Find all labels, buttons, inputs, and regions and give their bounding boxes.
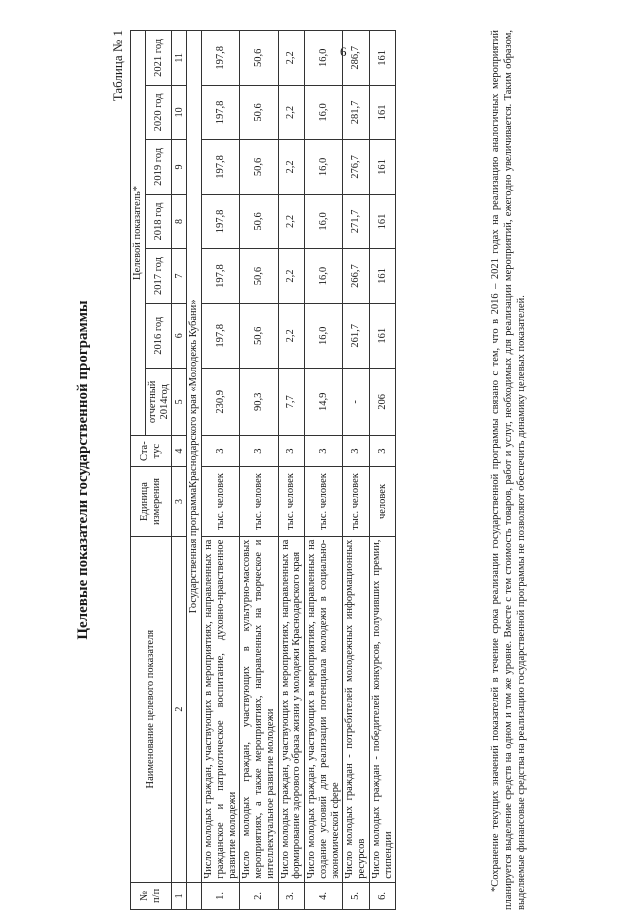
row-value: 197,8 — [202, 85, 240, 140]
row-value: 197,8 — [202, 249, 240, 304]
table-row — [305, 31, 343, 910]
header-target-group: Целевой показатель* — [131, 31, 146, 436]
row-status: 3 — [240, 435, 278, 466]
header-year: отчетный 2014год — [145, 368, 172, 435]
row-value: 2,2 — [278, 249, 305, 304]
column-index: 2 — [172, 536, 187, 882]
row-unit: тыс. человек — [240, 467, 278, 536]
column-index: 9 — [172, 140, 187, 195]
section-row — [187, 31, 202, 910]
row-unit: тыс. человек — [278, 467, 305, 536]
row-value: 2,2 — [278, 31, 305, 86]
column-index: 6 — [172, 303, 187, 368]
row-value: 281,7 — [343, 85, 370, 140]
row-value: 16,0 — [305, 140, 343, 195]
row-unit: человек — [369, 467, 396, 536]
row-status: 3 — [305, 435, 343, 466]
row-name: Число молодых граждан, участвующих в культурно-массовых мероприятиях, а также мероприятиях, направленных на творческое и интеллектуальное развитие молодежи — [240, 536, 278, 882]
row-value: 90,3 — [240, 368, 278, 435]
footnote: *Сохранение текущих значений показателей в течение срока реализации государственной программы связано с тем, что в 2016 – 2021 годах на реализацию аналогичных мероприятий планируется выделение средств на одном и том же уровне. Вместе с тем стоимость товаров, работ и услуг, необходимых для реализации мероприятий, ежегодно увеличивается. Таким образом, выделяемые финансовые средства на реализацию государственной программы не позволяют обеспечить динамику целевых показателей. — [490, 30, 527, 910]
header-name: Наименование целевого показателя — [131, 536, 172, 882]
row-value: 2,2 — [278, 194, 305, 249]
row-value: - — [343, 368, 370, 435]
row-value: 50,6 — [240, 194, 278, 249]
column-index: 3 — [172, 467, 187, 536]
header-num: № п/п — [131, 882, 172, 909]
row-name: Число молодых граждан - победителей конкурсов, получивших премии, стипендии — [369, 536, 396, 882]
table-row — [343, 31, 370, 910]
row-value: 16,0 — [305, 31, 343, 86]
header-year: 2017 год — [145, 249, 172, 304]
header-status: Ста-тус — [131, 435, 172, 466]
column-index: 11 — [172, 31, 187, 86]
row-status: 3 — [278, 435, 305, 466]
row-value: 230,9 — [202, 368, 240, 435]
table-row — [278, 31, 305, 910]
indicators-table — [130, 30, 396, 910]
column-index: 10 — [172, 85, 187, 140]
row-num: 3. — [278, 882, 305, 909]
row-num: 2. — [240, 882, 278, 909]
table-caption: Таблица № 1 — [110, 30, 125, 102]
table-row — [202, 31, 240, 910]
row-value: 261,7 — [343, 303, 370, 368]
row-value: 50,6 — [240, 249, 278, 304]
row-num: 6. — [369, 882, 396, 909]
row-value: 161 — [369, 31, 396, 86]
rotated-page-content — [60, 30, 580, 910]
row-value: 161 — [369, 249, 396, 304]
row-num: 4. — [305, 882, 343, 909]
row-value: 161 — [369, 85, 396, 140]
column-index: 8 — [172, 194, 187, 249]
row-name: Число молодых граждан, участвующих в мероприятиях, направленных на формирование здорового образа жизни у молодежи Краснодарского края — [278, 536, 305, 882]
row-value: 16,0 — [305, 194, 343, 249]
row-value: 2,2 — [278, 140, 305, 195]
row-name: Число молодых граждан - потребителей молодежных информационных ресурсов — [343, 536, 370, 882]
row-value: 197,8 — [202, 303, 240, 368]
document-title: Целевые показатели государственной программы — [75, 300, 91, 640]
section-title: Государственная программаКраснодарского края «Молодежь Кубани» — [187, 31, 202, 883]
row-value: 2,2 — [278, 85, 305, 140]
row-value: 50,6 — [240, 31, 278, 86]
header-year: 2021 год — [145, 31, 172, 86]
header-year: 2020 год — [145, 85, 172, 140]
row-status: 3 — [343, 435, 370, 466]
header-year: 2018 год — [145, 194, 172, 249]
row-value: 50,6 — [240, 140, 278, 195]
column-index: 5 — [172, 368, 187, 435]
row-unit: тыс. человек — [305, 467, 343, 536]
row-name: Число молодых граждан, участвующих в мероприятиях, направленных на создание условий для реализации потенциала молодежи в социально-экономической сфере — [305, 536, 343, 882]
row-status: 3 — [369, 435, 396, 466]
column-index: 1 — [172, 882, 187, 909]
row-unit: тыс. человек — [343, 467, 370, 536]
row-value: 197,8 — [202, 31, 240, 86]
row-value: 161 — [369, 303, 396, 368]
table-row — [369, 31, 396, 910]
column-index: 4 — [172, 435, 187, 466]
row-value: 16,0 — [305, 249, 343, 304]
row-value: 50,6 — [240, 303, 278, 368]
header-year: 2016 год — [145, 303, 172, 368]
row-value: 2,2 — [278, 303, 305, 368]
row-value: 161 — [369, 140, 396, 195]
row-name: Число молодых граждан, участвующих в мероприятиях, направленных на гражданское и патриотическое воспитание, духовно-нравственное развитие молодежи — [202, 536, 240, 882]
header-row-top — [131, 31, 146, 910]
row-value: 7,7 — [278, 368, 305, 435]
row-value: 16,0 — [305, 303, 343, 368]
row-value: 197,8 — [202, 194, 240, 249]
header-year: 2019 год — [145, 140, 172, 195]
page-number: 6 — [340, 44, 347, 59]
row-num: 5. — [343, 882, 370, 909]
row-status: 3 — [202, 435, 240, 466]
column-index-row — [172, 31, 187, 910]
row-value: 271,7 — [343, 194, 370, 249]
row-value: 16,0 — [305, 85, 343, 140]
header-unit: Единица измерения — [131, 467, 172, 536]
row-value: 14,9 — [305, 368, 343, 435]
row-value: 206 — [369, 368, 396, 435]
row-num: 1. — [202, 882, 240, 909]
row-value: 161 — [369, 194, 396, 249]
table-row — [240, 31, 278, 910]
column-index: 7 — [172, 249, 187, 304]
row-value: 266,7 — [343, 249, 370, 304]
row-value: 197,8 — [202, 140, 240, 195]
row-value: 286,7 — [343, 31, 370, 86]
row-value: 50,6 — [240, 85, 278, 140]
row-value: 276,7 — [343, 140, 370, 195]
row-unit: тыс. человек — [202, 467, 240, 536]
